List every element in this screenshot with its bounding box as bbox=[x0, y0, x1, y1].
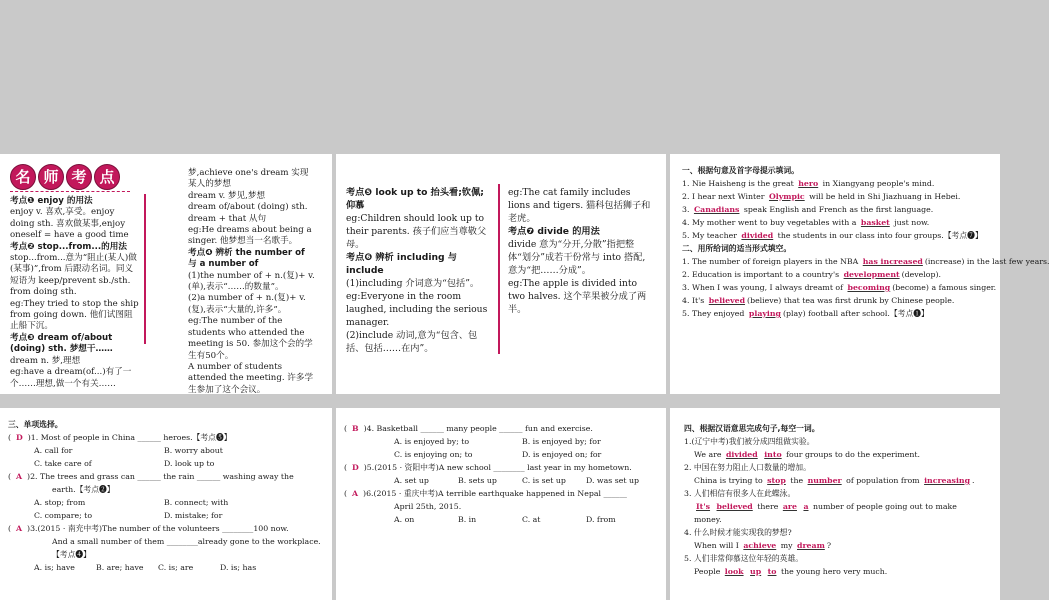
answer-blank: divided bbox=[725, 450, 758, 459]
english-sentence: When will I achieve my dream ? bbox=[694, 541, 832, 550]
option: A. set up bbox=[394, 476, 429, 485]
question-stem-cont: And a small number of them ________already gone to the workplace. bbox=[52, 537, 321, 546]
paragraph: dream of/about (doing) sth. bbox=[188, 202, 308, 213]
answer-letter: D bbox=[16, 433, 23, 442]
example-sentence: A number of students attended the meeting. 许多学生参加了这个会议。 bbox=[188, 361, 314, 395]
paragraph: 梦,achieve one's dream 实现某人的梦想 bbox=[188, 168, 309, 190]
answer-blank: up bbox=[750, 567, 762, 576]
option: B. in bbox=[458, 515, 477, 524]
answer-blank: number bbox=[807, 476, 842, 485]
chinese-prompt: 5. 人们非常仰慕这位年轻的英雄。 bbox=[684, 554, 804, 563]
answer-blank: basket bbox=[860, 218, 890, 227]
answer-blank: becoming bbox=[847, 283, 891, 292]
right-column bbox=[508, 186, 654, 316]
question-stem: ( D )1. Most of people in China ______ heroes.【考点❺】 bbox=[8, 433, 232, 442]
left-column bbox=[10, 196, 140, 390]
question-stem: ( A )3.(2015 · 南充中考)The number of the volunteers ________100 now. bbox=[8, 524, 289, 533]
paragraph: (2)include 动词,意为“包含、包括、包括……在内”。 bbox=[346, 330, 478, 354]
question-stem-cont: April 25th, 2015. bbox=[394, 502, 462, 511]
options-row bbox=[8, 509, 324, 522]
question-stem: ( A )2. The trees and grass can ______ the rain ______ washing away the bbox=[8, 472, 294, 481]
answer-blank: achieve bbox=[743, 541, 777, 550]
option: D. is enjoyed on; for bbox=[522, 450, 602, 459]
option: A. stop; from bbox=[34, 498, 86, 507]
paragraph: dream n. 梦,理想 bbox=[10, 355, 81, 366]
exercise-block bbox=[344, 422, 658, 526]
question-stem-cont: earth.【考点❷】 bbox=[52, 485, 115, 494]
answer-blank: has increased bbox=[862, 257, 923, 266]
answer-blank: dream bbox=[797, 541, 825, 550]
option: B. are; have bbox=[96, 563, 144, 572]
exercise-item: 1. The number of foreign players in the NBA has increased (increase) in the last few years. bbox=[682, 257, 1049, 266]
options-row bbox=[8, 496, 324, 509]
option: C. is enjoying on; to bbox=[394, 450, 473, 459]
options-row bbox=[344, 435, 658, 448]
chinese-prompt: 2. 中国在努力阻止人口数量的增加。 bbox=[684, 463, 811, 472]
banner-char: 名 bbox=[10, 164, 36, 190]
chinese-prompt: 1.(辽宁中考)我们被分成四组做实验。 bbox=[684, 437, 815, 446]
question-stem: ( A )6.(2015 · 重庆中考)A terrible earthquake happened in Nepal ______ bbox=[344, 489, 627, 498]
kaodian-heading: 考点❷ stop...from...的用法 bbox=[10, 241, 127, 252]
answer-blank: It's bbox=[696, 502, 711, 511]
answer-blank: a bbox=[803, 502, 809, 511]
option: A. is; have bbox=[34, 563, 75, 572]
answer-letter: A bbox=[16, 524, 23, 533]
answer-letter: D bbox=[352, 463, 359, 472]
question-stem-cont: 【考点❹】 bbox=[52, 550, 91, 559]
exercise-item: 2. I hear next Winter Olympic will be held in Shi Jiazhuang in Hebei. bbox=[682, 192, 961, 201]
options-row bbox=[8, 561, 324, 574]
option: A. on bbox=[394, 515, 415, 524]
exercise-item: 1. Nie Haisheng is the great hero in Xiangyang people's mind. bbox=[682, 179, 935, 188]
section-heading: 一、根据句意及首字母提示填词。 bbox=[682, 166, 799, 175]
option: B. sets up bbox=[458, 476, 497, 485]
option: A. is enjoyed by; to bbox=[394, 437, 470, 446]
example-sentence: eg:Children should look up to their parents. 孩子们应当尊敬父母。 bbox=[346, 213, 487, 250]
kaodian-heading: 考点❶ enjoy 的用法 bbox=[10, 196, 93, 206]
page-panel-kaodian-1 bbox=[0, 154, 332, 394]
example-sentence: eg:The apple is divided into two halves. 这个苹果被分成了两半。 bbox=[508, 278, 647, 315]
exercise-item: 3. When I was young, I always dreamt of becoming (become) a famous singer. bbox=[682, 283, 997, 292]
left-column bbox=[346, 186, 490, 355]
option: B. connect; with bbox=[164, 498, 229, 507]
answer-blank: hero bbox=[798, 179, 819, 188]
options-row bbox=[344, 513, 658, 526]
options-row bbox=[344, 474, 658, 487]
english-sentence-cont: money. bbox=[694, 515, 722, 524]
answer-blank: look bbox=[724, 567, 744, 576]
answer-blank: development bbox=[843, 270, 900, 279]
kaodian-heading: 考点❺ look up to 抬头看;钦佩;仰慕 bbox=[346, 187, 484, 211]
paragraph: stop...from...意为“阻止(某人)做(某事)”,from 后跟动名词。同义短语为 keep/prevent sb./sth. from doing sth. bbox=[10, 253, 137, 298]
option: D. from bbox=[586, 515, 616, 524]
example-sentence: eg:The cat family includes lions and tigers. 猫科包括狮子和老虎。 bbox=[508, 187, 651, 224]
option: C. is set up bbox=[522, 476, 566, 485]
english-sentence: It's believed there are a number of people going out to make bbox=[696, 502, 957, 511]
question-stem: ( D )5.(2015 · 资阳中考)A new school ________ last year in my hometown. bbox=[344, 463, 632, 472]
option: C. take care of bbox=[34, 459, 92, 468]
paragraph: (1)including 介词意为“包括”。eg:Everyone in the room laughed, including the serious manager. bbox=[346, 278, 488, 328]
kaodian-heading: 考点❼ divide 的用法 bbox=[508, 226, 600, 237]
section-banner bbox=[10, 164, 120, 190]
section-heading: 四、根据汉语意思完成句子,每空一词。 bbox=[684, 424, 820, 433]
chinese-prompt: 3. 人们相信有很多人在此蝶泳。 bbox=[684, 489, 796, 498]
option: D. look up to bbox=[164, 459, 215, 468]
exercise-block bbox=[8, 418, 324, 574]
option: C. is; are bbox=[158, 563, 194, 572]
banner-char: 考 bbox=[66, 164, 92, 190]
chinese-prompt: 4. 什么时候才能实现我的梦想? bbox=[684, 528, 792, 537]
example-sentence: eg:The number of the students who attended the meeting is 50. 参加这个会的学生有50个。 bbox=[188, 316, 313, 361]
column-divider bbox=[144, 194, 146, 344]
option: D. is; has bbox=[220, 563, 257, 572]
answer-letter: B bbox=[352, 424, 359, 433]
exercise-item: 5. They enjoyed playing (play) football after school.【考点❶】 bbox=[682, 309, 929, 318]
kaodian-heading: 考点❻ 辨析 including 与 include bbox=[346, 252, 457, 276]
answer-blank: are bbox=[782, 502, 797, 511]
right-column bbox=[188, 168, 316, 396]
banner-divider bbox=[10, 191, 130, 193]
answer-blank: believed bbox=[708, 296, 746, 305]
banner-char: 师 bbox=[38, 164, 64, 190]
paragraph: enjoy v. 喜欢,享受。enjoy doing sth. 喜欢做某事,enjoy oneself = have a good time bbox=[10, 207, 129, 241]
exercise-block bbox=[684, 422, 994, 578]
options-row bbox=[8, 457, 324, 470]
question-stem: ( B )4. Basketball ______ many people ______ fun and exercise. bbox=[344, 424, 593, 433]
answer-blank: into bbox=[764, 450, 782, 459]
banner-char: 点 bbox=[94, 164, 120, 190]
answer-blank: to bbox=[767, 567, 777, 576]
option: C. compare; to bbox=[34, 511, 93, 520]
example-sentence: eg:They tried to stop the ship from going down. 他们试图阻止船下沉。 bbox=[10, 298, 139, 332]
section-heading: 三、单项选择。 bbox=[8, 420, 63, 429]
exercise-item: 5. My teacher divided the students in our class into four groups.【考点❼】 bbox=[682, 231, 983, 240]
paragraph: (1)the number of + n.(复)+ v.(单),表示“……的数量”。 bbox=[188, 270, 315, 293]
paragraph: divide 意为“分开,分散”指把整体“划分”成若干份常与 into 搭配,意为“把……分成”。 bbox=[508, 239, 646, 276]
answer-letter: A bbox=[16, 472, 23, 481]
kaodian-heading: 考点❸ dream of/about (doing) sth. 梦想干…… bbox=[10, 332, 113, 355]
option: D. was set up bbox=[586, 476, 639, 485]
example-sentence: eg:have a dream(of...)有了一个……理想,做一个有关…… bbox=[10, 367, 132, 389]
english-sentence: We are divided into four groups to do the experiment. bbox=[694, 450, 921, 459]
paragraph: dream v. 梦见,梦想 bbox=[188, 190, 266, 201]
paragraph: dream + that 从句 bbox=[188, 213, 267, 224]
answer-blank: divided bbox=[741, 231, 774, 240]
page-panel-choice-1 bbox=[0, 408, 332, 600]
paragraph: (2)a number of + n.(复)+ v.(复),表示“大量的,许多”。 bbox=[188, 293, 306, 315]
page-panel-kaodian-2 bbox=[336, 154, 666, 394]
column-divider bbox=[498, 184, 500, 354]
page-panel-exercises-1 bbox=[670, 154, 1049, 394]
english-sentence: People look up to the young hero very much. bbox=[694, 567, 888, 576]
exercise-item: 2. Education is important to a country's development (develop). bbox=[682, 270, 941, 279]
options-row bbox=[8, 444, 324, 457]
option: B. is enjoyed by; for bbox=[522, 437, 601, 446]
page-panel-choice-2 bbox=[336, 408, 666, 600]
exercise-item: 4. My mother went to buy vegetables with a basket just now. bbox=[682, 218, 930, 227]
example-sentence: eg:He dreams about being a singer. 他梦想当一名歌手。 bbox=[188, 225, 312, 247]
answer-blank: stop bbox=[767, 476, 786, 485]
section-heading: 二、用所给词的适当形式填空。 bbox=[682, 244, 792, 253]
exercise-block bbox=[682, 164, 1049, 320]
answer-blank: believed bbox=[716, 502, 753, 511]
option: A. call for bbox=[34, 446, 73, 455]
option: B. worry about bbox=[164, 446, 223, 455]
option: D. mistake; for bbox=[164, 511, 223, 520]
answer-blank: playing bbox=[748, 309, 781, 318]
exercise-item: 4. It's believed (believe) that tea was first drunk by Chinese people. bbox=[682, 296, 955, 305]
answer-blank: increasing bbox=[924, 476, 971, 485]
exercise-item: 3. Canadians speak English and French as the first language. bbox=[682, 205, 934, 214]
english-sentence: China is trying to stop the number of population from increasing . bbox=[694, 476, 975, 485]
option: C. at bbox=[522, 515, 541, 524]
kaodian-heading: 考点❹ 辨析 the number of 与 a number of bbox=[188, 247, 305, 270]
answer-letter: A bbox=[352, 489, 359, 498]
options-row bbox=[344, 448, 658, 461]
answer-blank: Canadians bbox=[693, 205, 740, 214]
page-panel-translation bbox=[670, 408, 1000, 600]
answer-blank: Olympic bbox=[768, 192, 805, 201]
